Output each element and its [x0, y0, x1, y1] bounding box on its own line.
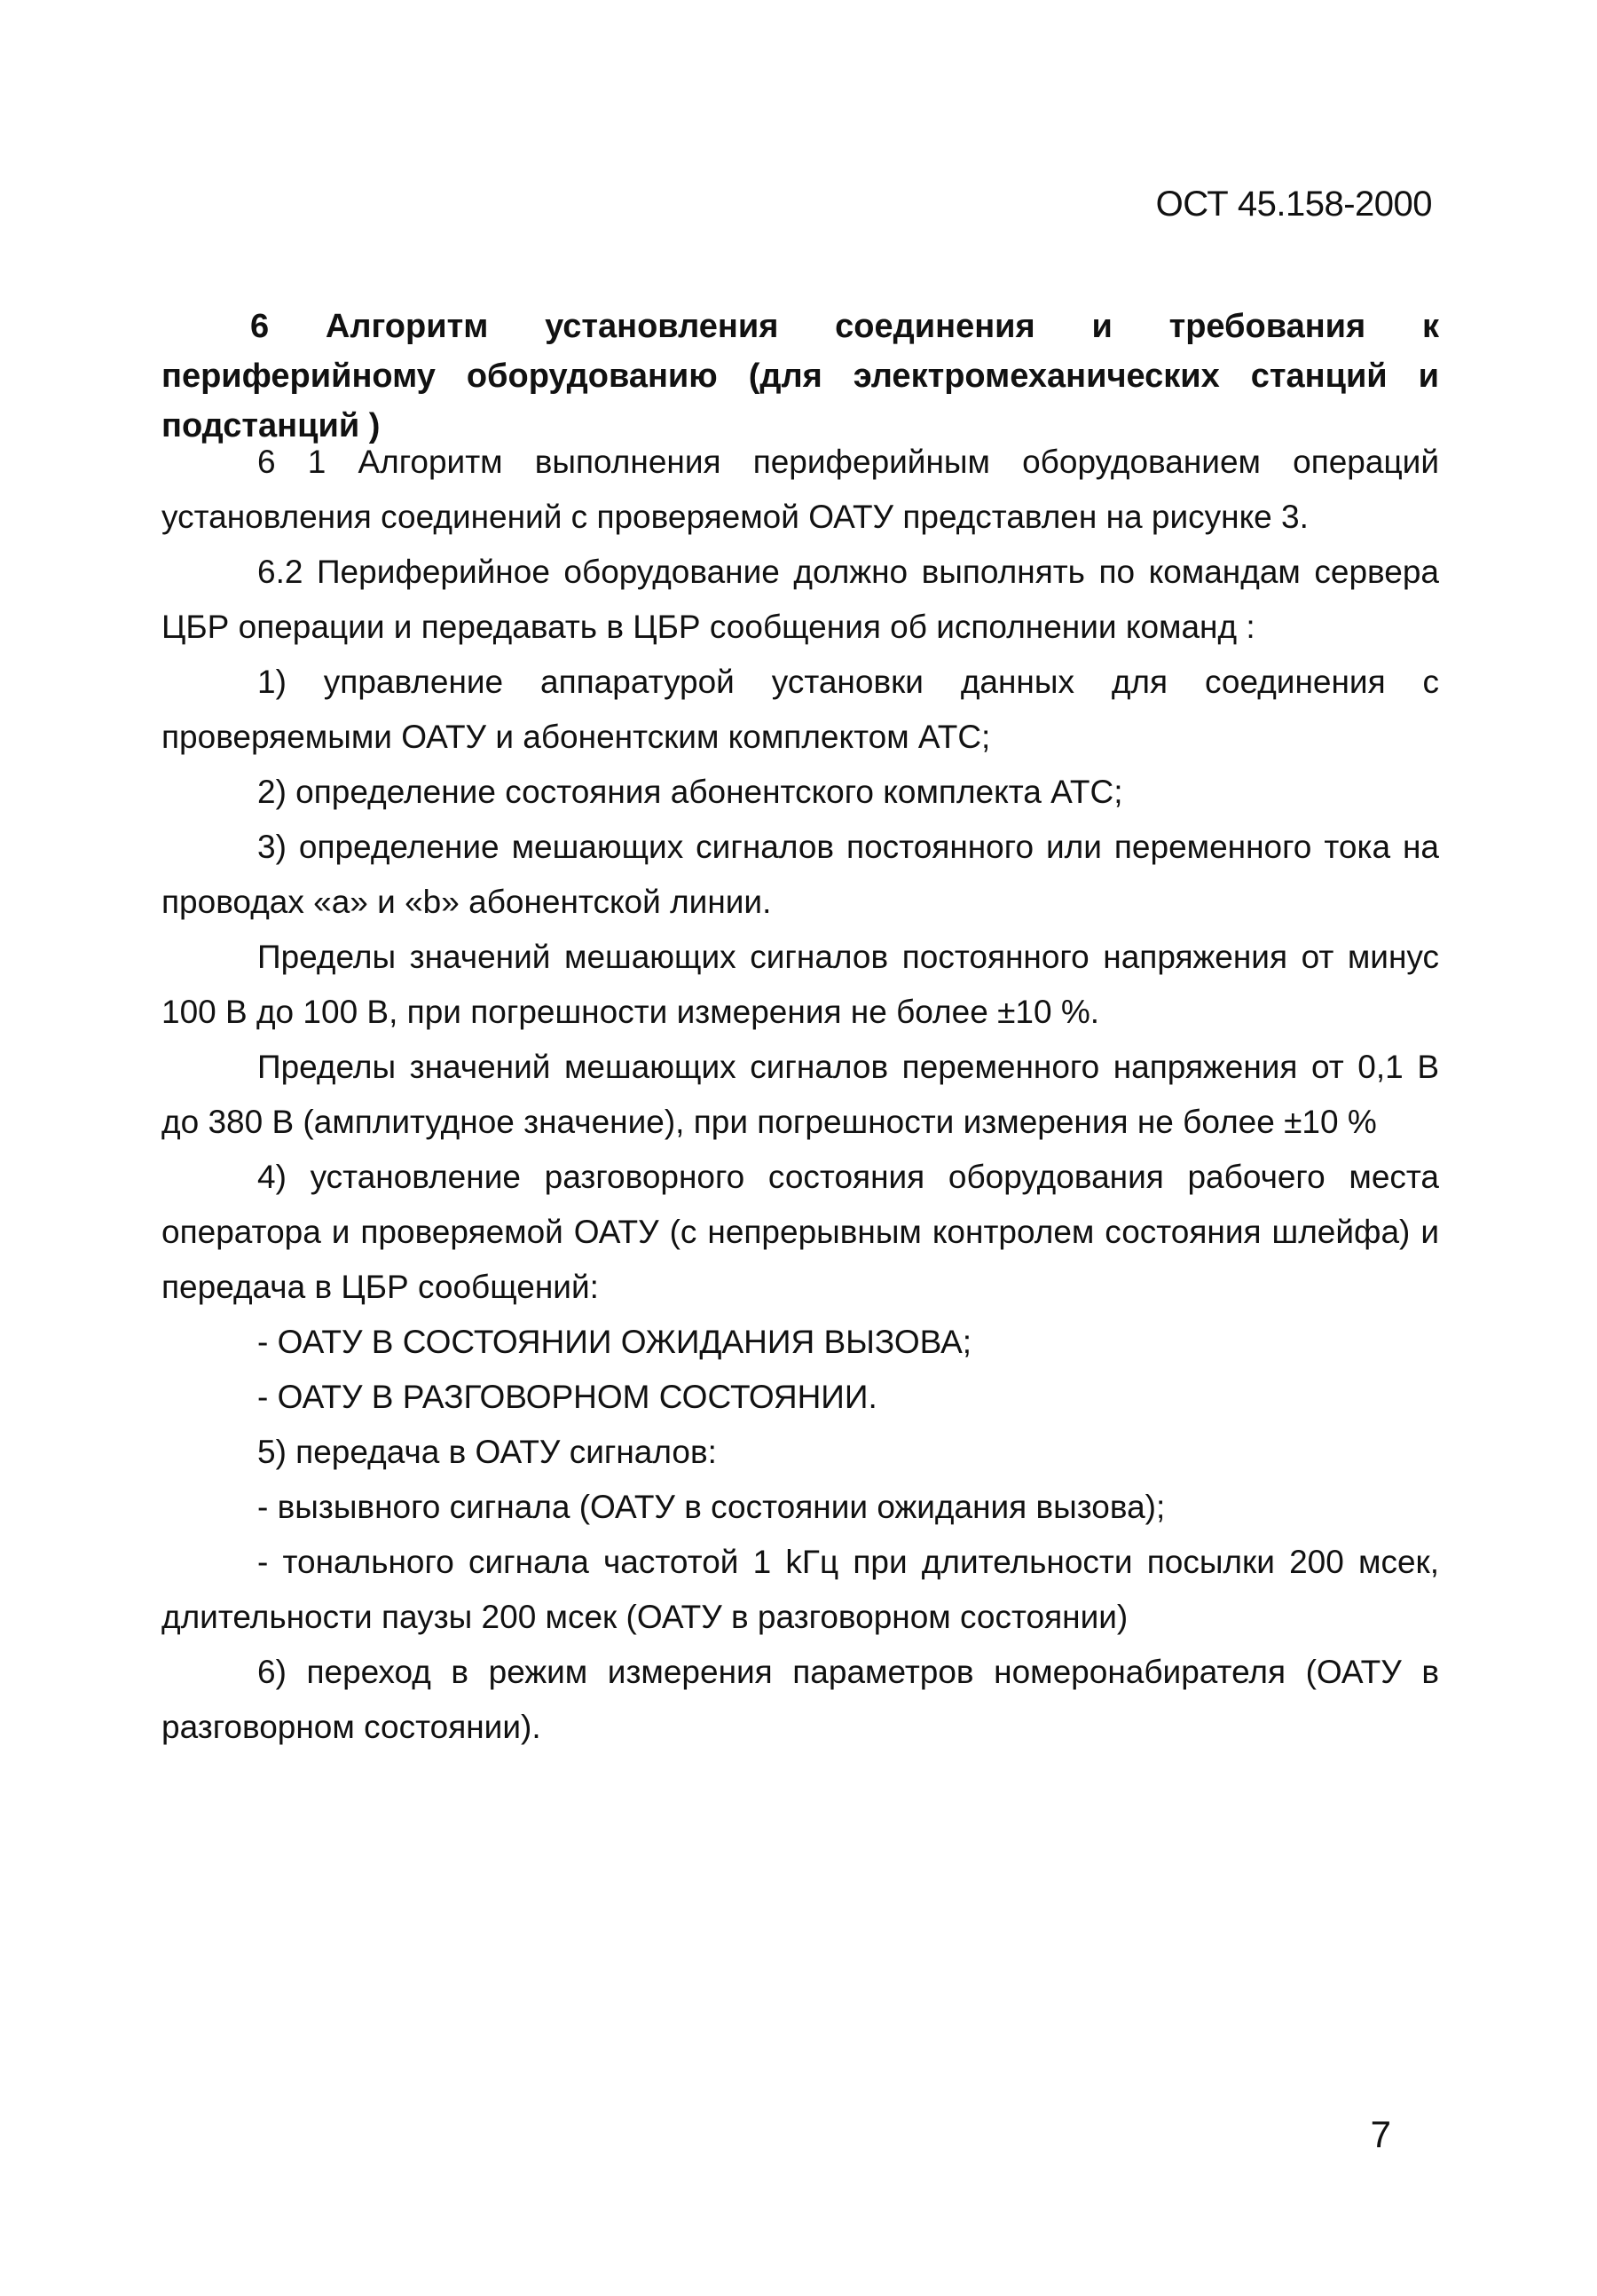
document-body	[161, 435, 1439, 1755]
message-waiting-call: - ОАТУ В СОСТОЯНИИ ОЖИДАНИЯ ВЫЗОВА;	[257, 1324, 972, 1360]
message-talk-state: - ОАТУ В РАЗГОВОРНОМ СОСТОЯНИИ.	[257, 1379, 877, 1415]
page-number: 7	[1370, 2113, 1391, 2155]
list-item-5: 5) передача в ОАТУ сигналов:	[257, 1434, 717, 1470]
ac-voltage-limits: Пределы значений мешающих сигналов переменного напряжения от 0,1 В до 380 В (амплитудное значение), при погрешности измерения не более ±10 %	[161, 1049, 1439, 1140]
list-item-3: 3) определение мешающих сигналов постоянного или переменного тока на проводах «а» и «b» абонентской линии.	[161, 829, 1439, 920]
ring-signal-item: - вызывного сигнала (ОАТУ в состоянии ожидания вызова);	[257, 1489, 1166, 1525]
paragraph-6-2: 6.2 Периферийное оборудование должно выполнять по командам сервера ЦБР операции и передавать в ЦБР сообщения об исполнении команд :	[161, 554, 1439, 645]
paragraph-6-1: 6 1 Алгоритм выполнения периферийным оборудованием операций установления соединений с проверяемой ОАТУ представлен на рисунке 3.	[161, 444, 1439, 535]
section-title: 6 Алгоритм установления соединения и требования к периферийному оборудованию (для электромеханических станций и подстанций )	[161, 308, 1439, 444]
list-item-1: 1) управление аппаратурой установки данных для соединения с проверяемыми ОАТУ и абонентским комплектом АТС;	[161, 664, 1439, 755]
tone-signal-item: - тонального сигнала частотой 1 kГц при длительности посылки 200 мсек, длительности паузы 200 мсек (ОАТУ в разговорном состоянии)	[161, 1544, 1439, 1635]
list-item-2: 2) определение состояния абонентского комплекта АТС;	[257, 774, 1123, 810]
list-item-4: 4) установление разговорного состояния оборудования рабочего места оператора и проверяемой ОАТУ (с непрерывным контролем состояния шлейфа) и передача в ЦБР сообщений:	[161, 1159, 1439, 1305]
document-code: ОСТ 45.158-2000	[1155, 185, 1432, 224]
list-item-6: 6) переход в режим измерения параметров номеронабирателя (ОАТУ в разговорном состоянии).	[161, 1654, 1439, 1745]
dc-voltage-limits: Пределы значений мешающих сигналов постоянного напряжения от минус 100 В до 100 В, при погрешности измерения не более ±10 %.	[161, 939, 1439, 1030]
